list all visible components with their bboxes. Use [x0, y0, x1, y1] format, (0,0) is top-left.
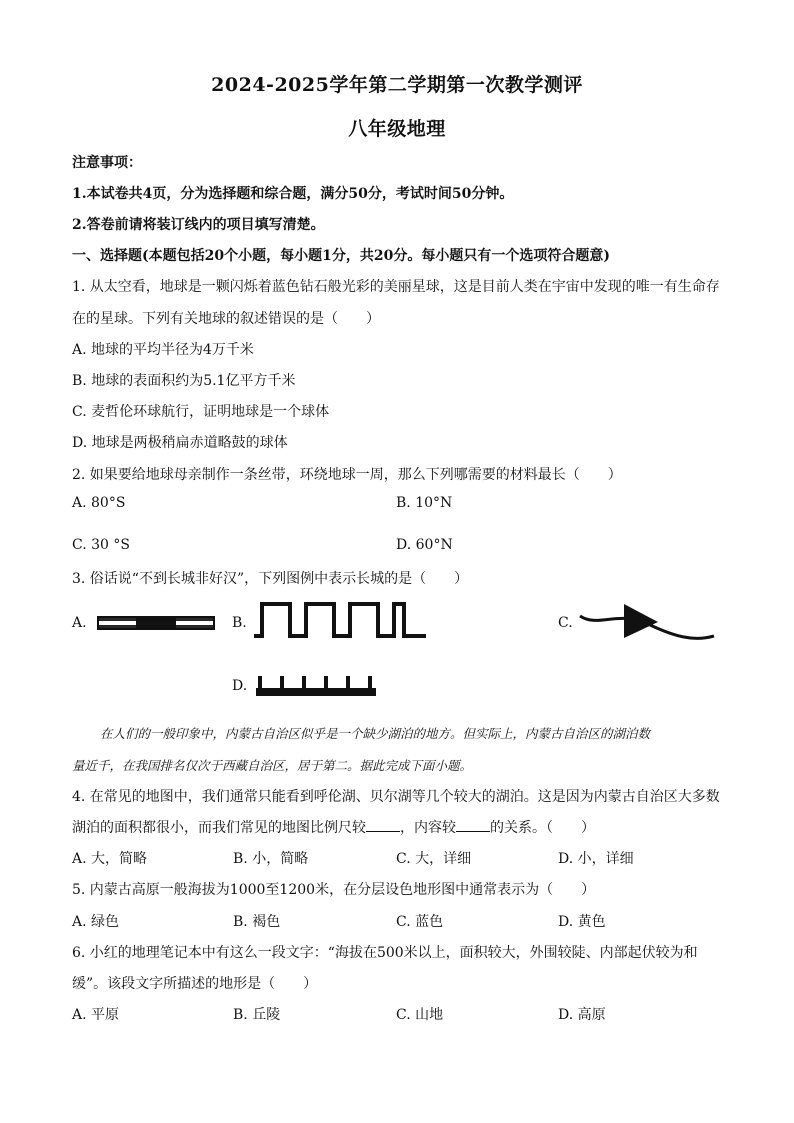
- q1-option-c: C. 麦哲伦环球航行，证明地球是一个球体: [72, 404, 330, 420]
- q2-option-c: C. 30 °S: [72, 537, 130, 553]
- q6-option-b: B. 丘陵: [233, 1007, 281, 1023]
- notes-item-1: 1.本试卷共4页，分为选择题和综合题，满分50分，考试时间50分钟。: [72, 186, 514, 202]
- legend-railway-symbol: [96, 608, 216, 638]
- q4-stem-part-a: 湖泊的面积都很小，而我们常见的地图比例尺较: [72, 820, 366, 836]
- notes-item-2: 2.答卷前请将装订线内的项目填写清楚。: [72, 217, 325, 233]
- q1-stem-line1: 1. 从太空看，地球是一颗闪烁着蓝色钻石般光彩的美丽星球，这是目前人类在宇宙中发现的唯一有生命存: [72, 279, 720, 295]
- q3-stem: 3. 俗话说“不到长城非好汉”，下列图例中表示长城的是（ ）: [72, 571, 469, 587]
- exam-title: 2024-2025学年第二学期第一次教学测评: [211, 74, 583, 96]
- q3-label-c: C.: [558, 615, 573, 631]
- q6-option-c: C. 山地: [396, 1007, 444, 1023]
- q1-option-a: A. 地球的平均半径为4万千米: [72, 342, 254, 358]
- q4-stem-part-c: 的关系。（ ）: [490, 820, 595, 836]
- q6-stem-line2: 缓”。该段文字所描述的地形是（ ）: [72, 976, 318, 992]
- q2-option-a: A. 80°S: [72, 495, 126, 511]
- legend-river-flow-symbol: [578, 598, 718, 648]
- q2-option-b: B. 10°N: [396, 495, 453, 511]
- passage-line1: 在人们的一般印象中，内蒙古自治区似乎是一个缺少湖泊的地方。但实际上，内蒙古自治区的湖泊数: [100, 726, 651, 741]
- q4-stem-line1: 4. 在常见的地图中，我们通常只能看到呼伦湖、贝尔湖等几个较大的湖泊。这是因为内蒙古自治区大多数: [72, 789, 720, 805]
- legend-wall-battlement-symbol: [252, 600, 428, 642]
- q6-stem-line1: 6. 小红的地理笔记本中有这么一段文字：“海拔在500米以上，面积较大，外围较陡、内部起伏较为和: [72, 945, 698, 961]
- q4-option-a: A. 大，简略: [72, 851, 148, 867]
- q3-label-a: A.: [72, 615, 87, 631]
- exam-subtitle: 八年级地理: [348, 118, 446, 140]
- q5-option-b: B. 褐色: [233, 914, 281, 930]
- q4-blank-1: [366, 819, 400, 832]
- section1-heading: 一、选择题(本题包括20个小题，每小题1分，共20分。每小题只有一个选项符合题意): [72, 248, 610, 264]
- q3-label-b: B.: [232, 615, 247, 631]
- q6-option-d: D. 高原: [558, 1007, 606, 1023]
- legend-great-wall-symbol: [254, 670, 378, 700]
- q1-option-b: B. 地球的表面积约为5.1亿平方千米: [72, 373, 296, 389]
- q2-option-d: D. 60°N: [396, 537, 453, 553]
- q4-blank-2: [456, 819, 490, 832]
- q5-option-d: D. 黄色: [558, 914, 606, 930]
- q5-option-c: C. 蓝色: [396, 914, 444, 930]
- q3-label-d: D.: [232, 678, 248, 694]
- passage-line2: 量近千，在我国排名仅次于西藏自治区，居于第二。据此完成下面小题。: [72, 758, 473, 773]
- q6-option-a: A. 平原: [72, 1007, 120, 1023]
- q5-option-a: A. 绿色: [72, 914, 120, 930]
- q1-option-d: D. 地球是两极稍扁赤道略鼓的球体: [72, 435, 288, 451]
- q4-option-c: C. 大，详细: [396, 851, 472, 867]
- q4-stem-part-b: ，内容较: [400, 820, 456, 836]
- q4-stem-line2: [72, 817, 732, 837]
- q5-stem: 5. 内蒙古高原一般海拔为1000至1200米，在分层设色地形图中通常表示为（ ）: [72, 882, 596, 898]
- q1-stem-line2: 在的星球。下列有关地球的叙述错误的是（ ）: [72, 311, 380, 327]
- q4-option-b: B. 小，简略: [233, 851, 309, 867]
- q2-stem: 2. 如果要给地球母亲制作一条丝带，环绕地球一周，那么下列哪需要的材料最长（ ）: [72, 467, 622, 483]
- notes-heading: 注意事项：: [72, 155, 142, 171]
- q4-option-d: D. 小，详细: [558, 851, 634, 867]
